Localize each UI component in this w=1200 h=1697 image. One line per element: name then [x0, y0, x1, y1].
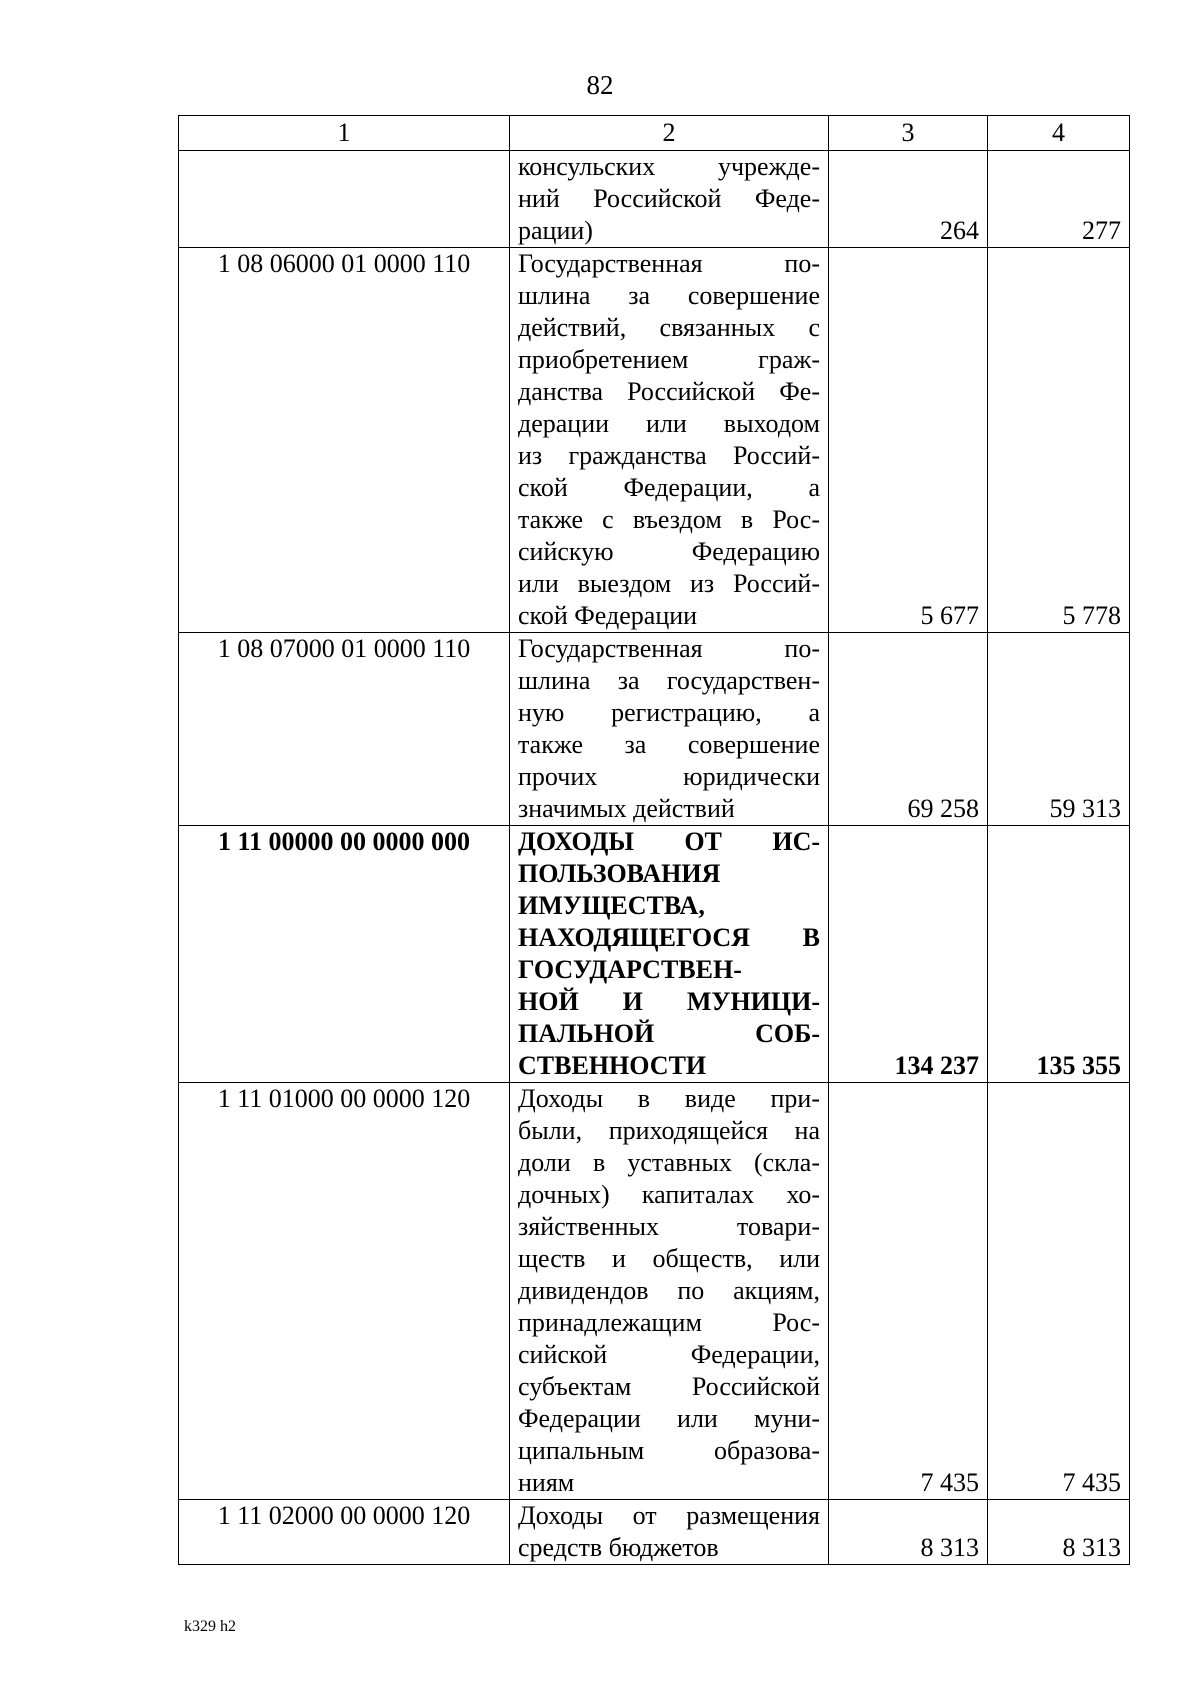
amount-col-3-cell: 5 677 [829, 248, 988, 633]
table-row [179, 151, 1130, 248]
budget-code-cell: 1 08 06000 01 0000 110 [179, 248, 510, 633]
table-row [179, 633, 1130, 826]
amount-col-4-cell: 5 778 [988, 248, 1130, 633]
amount-col-3-cell: 8 313 [829, 1500, 988, 1565]
table-row [179, 248, 1130, 633]
amount-col-4-cell: 7 435 [988, 1083, 1130, 1500]
income-name-cell: Доходы от размещения средств бюджетов [510, 1500, 829, 1565]
amount-col-3-cell: 7 435 [829, 1083, 988, 1500]
header-col-1: 1 [179, 116, 510, 151]
amount-col-4-cell: 59 313 [988, 633, 1130, 826]
footer-code: k329 h2 [184, 1618, 236, 1635]
budget-code-cell: 1 11 01000 00 0000 120 [179, 1083, 510, 1500]
amount-col-3-cell: 69 258 [829, 633, 988, 826]
income-name-cell: консульских учрежде- ний Российской Феде- рации) [510, 151, 829, 248]
amount-col-3-cell: 134 237 [829, 826, 988, 1083]
page-number: 82 [586, 70, 614, 100]
budget-table [178, 115, 1130, 1565]
table-row [179, 1083, 1130, 1500]
header-col-2: 2 [510, 116, 829, 151]
header-col-3: 3 [829, 116, 988, 151]
table-header-row [179, 116, 1130, 151]
income-name-cell: Доходы в виде при- были, приходящейся на доли в уставных (скла- дочных) капиталах хо- зяйственных товари- ществ и обществ, или дивидендов по акциям, принадлежащим Рос- сийской Федерации, субъектам Российской Федерации или муни- ципальным образова- ниям [510, 1083, 829, 1500]
budget-code-cell: 1 11 02000 00 0000 120 [179, 1500, 510, 1565]
income-name-cell: Государственная по- шлина за совершение действий, связанных с приобретением граж- данства Российской Фе- дерации или выходом из гражданства Россий- ской Федерации, а также с въездом в Рос- сийскую Федерацию или выездом из Россий- ской Федерации [510, 248, 829, 633]
table-row [179, 826, 1130, 1083]
amount-col-4-cell: 135 355 [988, 826, 1130, 1083]
income-name-cell: Государственная по- шлина за государствен- ную регистрацию, а также за совершение прочих юридически значимых действий [510, 633, 829, 826]
amount-col-4-cell: 277 [988, 151, 1130, 248]
income-name-cell: ДОХОДЫ ОТ ИС- ПОЛЬЗОВАНИЯ ИМУЩЕСТВА, НАХОДЯЩЕГОСЯ В ГОСУДАРСТВЕН- НОЙ И МУНИЦИ- ПАЛЬНОЙ СОБ- СТВЕННОСТИ [510, 826, 829, 1083]
table-row [179, 1500, 1130, 1565]
budget-code-cell [179, 151, 510, 248]
header-col-4: 4 [988, 116, 1130, 151]
budget-code-cell: 1 08 07000 01 0000 110 [179, 633, 510, 826]
budget-code-cell: 1 11 00000 00 0000 000 [179, 826, 510, 1083]
amount-col-3-cell: 264 [829, 151, 988, 248]
amount-col-4-cell: 8 313 [988, 1500, 1130, 1565]
